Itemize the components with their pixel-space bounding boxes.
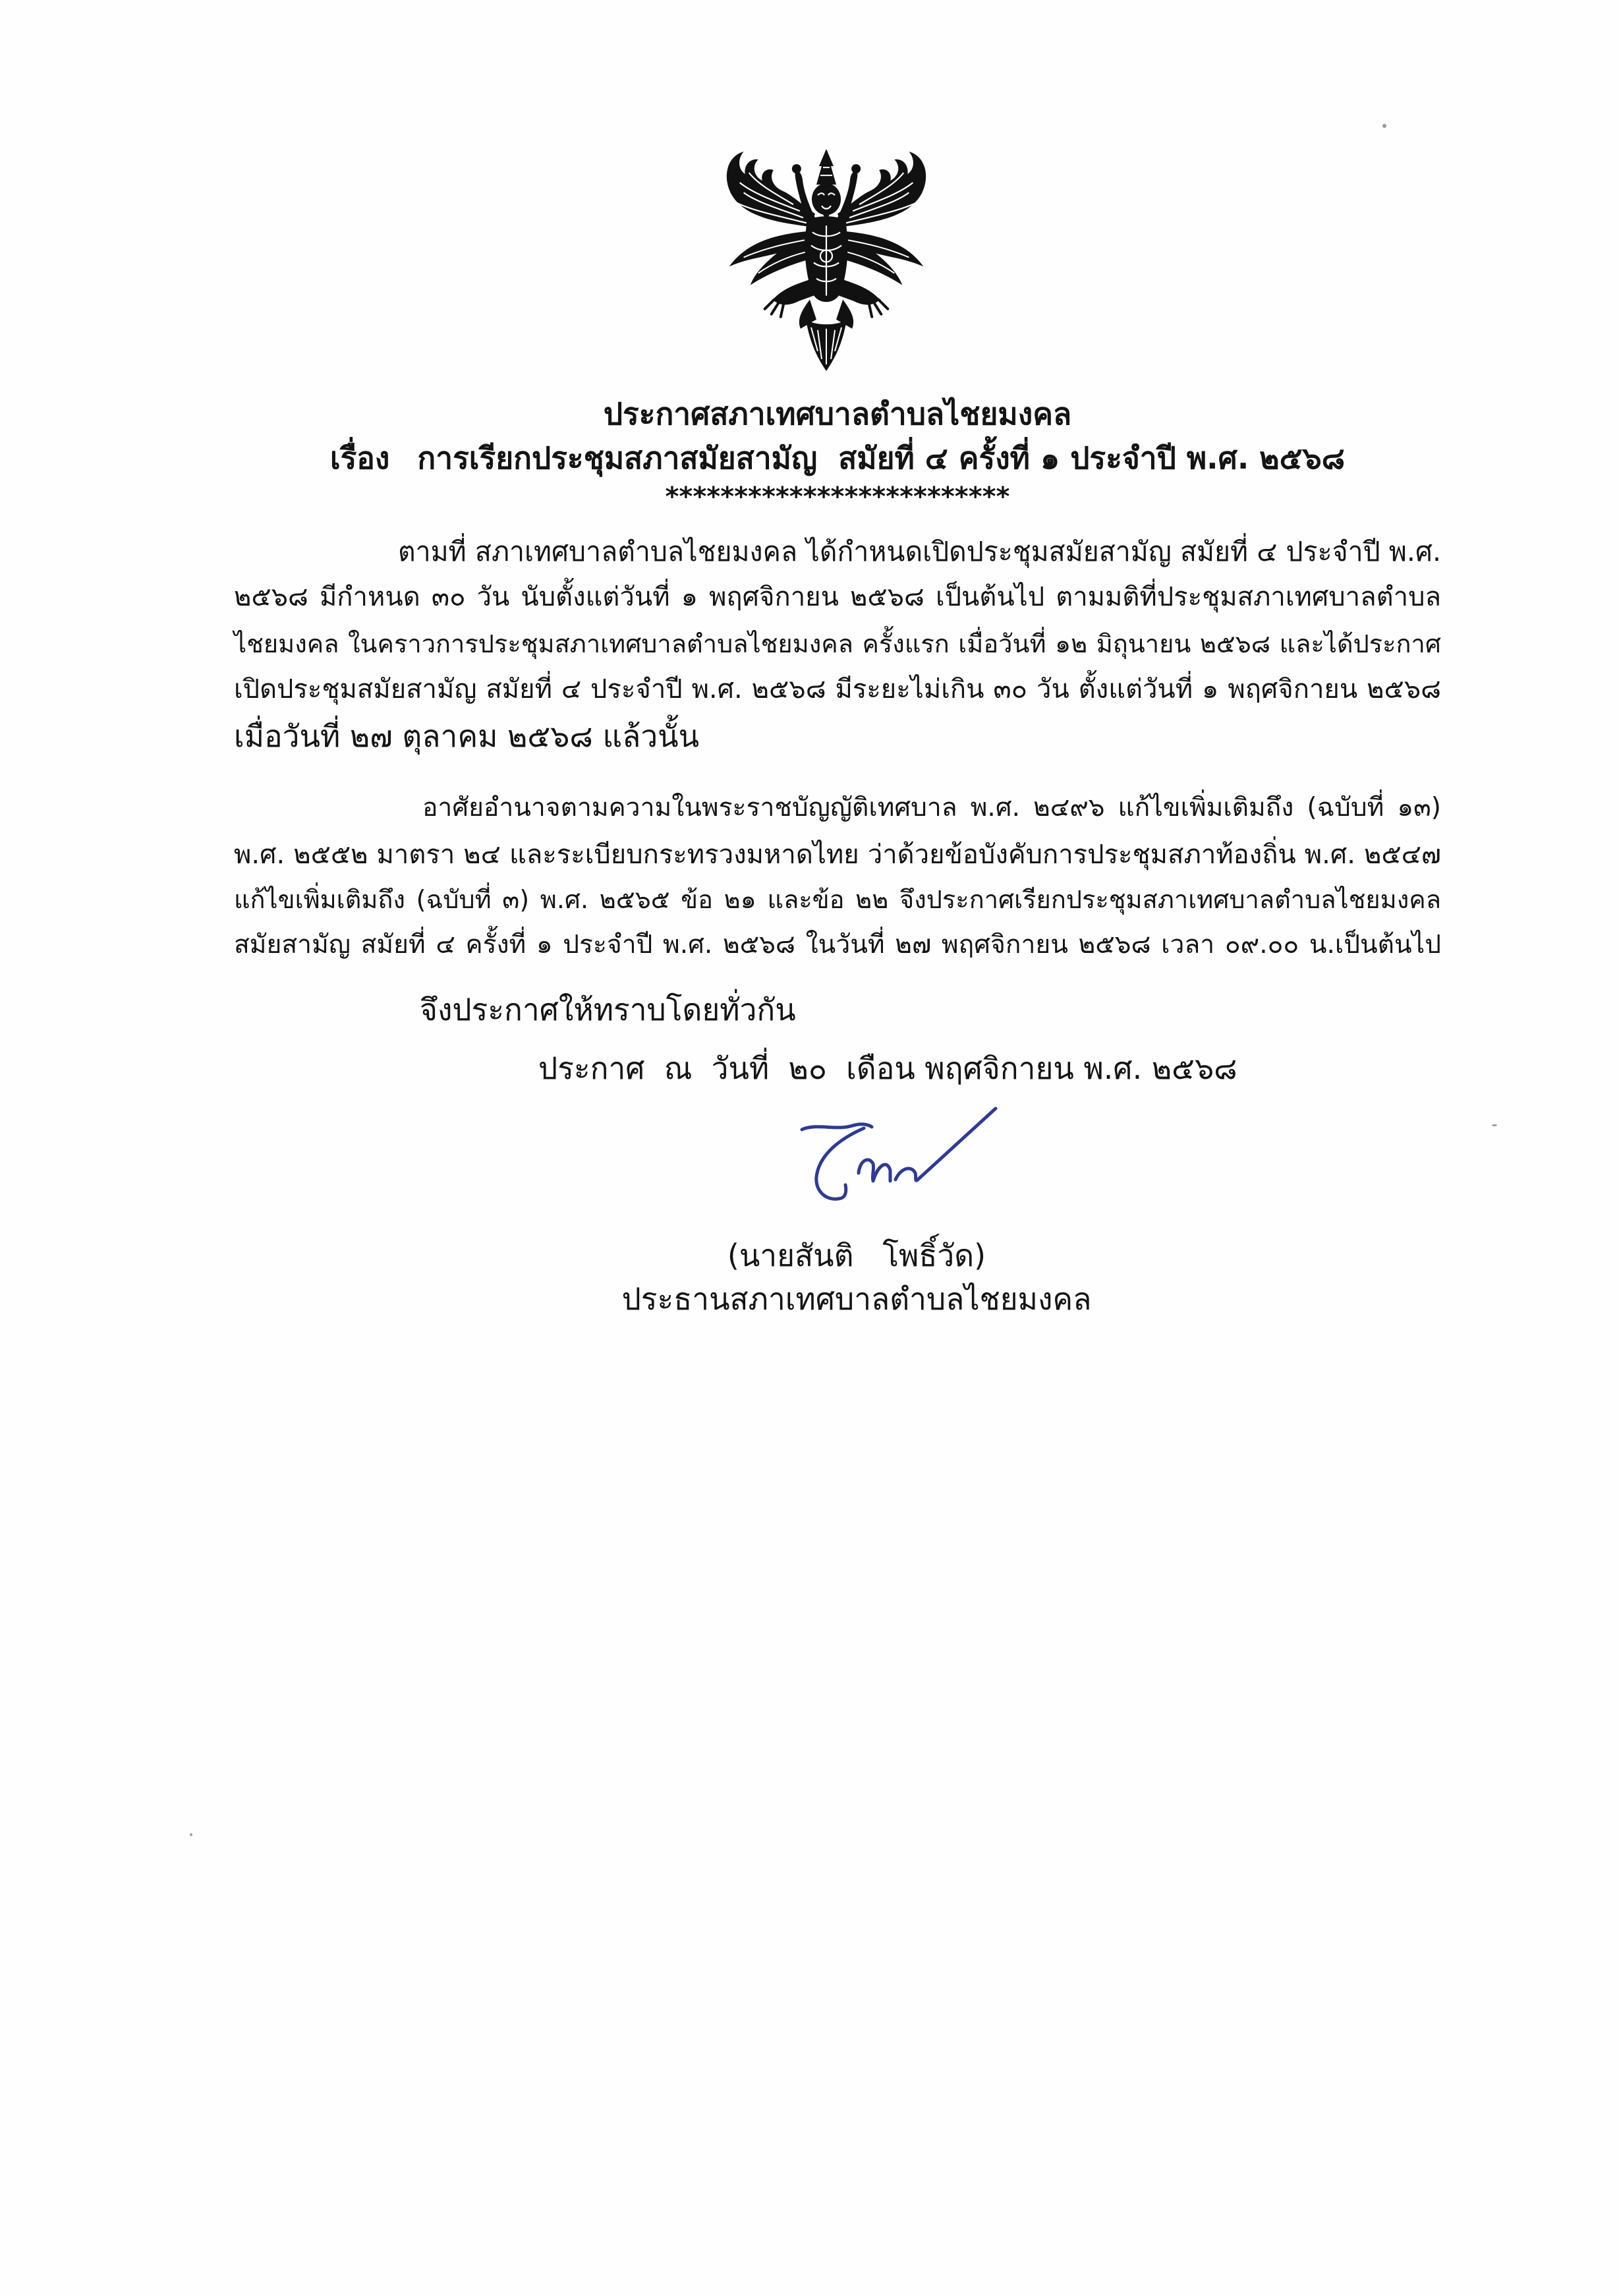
paragraph1-line: ตามที่ สภาเทศบาลตำบลไชยมงคล ได้กำหนดเปิดประชุมสมัยสามัญ สมัยที่ ๔ ประจำปี พ.ศ. [398,536,1441,567]
subject-label: เรื่อง [329,440,390,476]
document-title: ประกาศสภาเทศบาลตำบลไชยมงคล [603,396,1072,432]
paragraph1-line: ๒๕๖๘ มีกำหนด ๓๐ วัน นับตั้งแต่วันที่ ๑ พฤศจิกายน ๒๕๖๘ เป็นต้นไป ตามมติที่ประชุมสภาเทศบาลตำบล [234,582,1441,612]
scan-speck [1382,124,1386,128]
paragraph2-line: แก้ไขเพิ่มเติมถึง (ฉบับที่ ๓) พ.ศ. ๒๕๖๕ ข้อ ๒๑ และข้อ ๒๒ จึงประกาศเรียกประชุมสภาเทศบาลตำบลไชยมงคล [234,885,1441,914]
paragraph1-line: เปิดประชุมสมัยสามัญ สมัยที่ ๔ ประจำปี พ.ศ. ๒๕๖๘ มีระยะไม่เกิน ๓๐ วัน ตั้งแต่วันที่ ๑ พฤศจิกายน ๒๕๖๘ [234,674,1441,704]
subject-line [234,435,1441,481]
signer-position: ประธานสภาเทศบาลตำบลไชยมงคล [621,1281,1092,1317]
separator-line: ************************* [665,482,1010,512]
paragraph1-line: เมื่อวันที่ ๒๗ ตุลาคม ๒๕๖๘ แล้วนั้น [234,718,700,754]
paragraph2-line: พ.ศ. ๒๕๕๒ มาตรา ๒๔ และระเบียบกระทรวงมหาดไทย ว่าด้วยข้อบังคับการประชุมสภาท้องถิ่น พ.ศ. ๒๕๔๗ [234,840,1441,870]
handwritten-signature [790,1099,1008,1208]
paragraph1-line: ไชยมงคล ในคราวการประชุมสภาเทศบาลตำบลไชยมงคล ครั้งแรก เมื่อวันที่ ๑๒ มิถุนายน ๒๕๖๘ และได้ประกาศ [234,629,1441,658]
announcement-date: ประกาศ ณ วันที่ ๒๐ เดือน พฤศจิกายน พ.ศ. ๒๕๖๘ [538,1050,1237,1086]
scan-speck [190,1833,192,1836]
closing-text: จึงประกาศให้ทราบโดยทั่วกัน [420,992,796,1027]
signer-name: (นายสันติ โพธิ์วัด) [727,1238,986,1273]
subject-text: การเรียกประชุมสภาสมัยสามัญ สมัยที่ ๔ ครั้งที่ ๑ ประจำปี พ.ศ. ๒๕๖๘ [417,440,1346,476]
paragraph2-line: อาศัยอำนาจตามความในพระราชบัญญัติเทศบาล พ.ศ. ๒๔๙๖ แก้ไขเพิ่มเติมถึง (ฉบับที่ ๑๓) [422,793,1441,822]
paragraph2-line: สมัยสามัญ สมัยที่ ๔ ครั้งที่ ๑ ประจำปี พ.ศ. ๒๕๖๘ ในวันที่ ๒๗ พฤศจิกายน ๒๕๖๘ เวลา ๐๙.๐๐ น.เป็นต้นไป [234,930,1441,960]
scan-speck [1492,1124,1497,1126]
garuda-emblem [717,146,936,374]
